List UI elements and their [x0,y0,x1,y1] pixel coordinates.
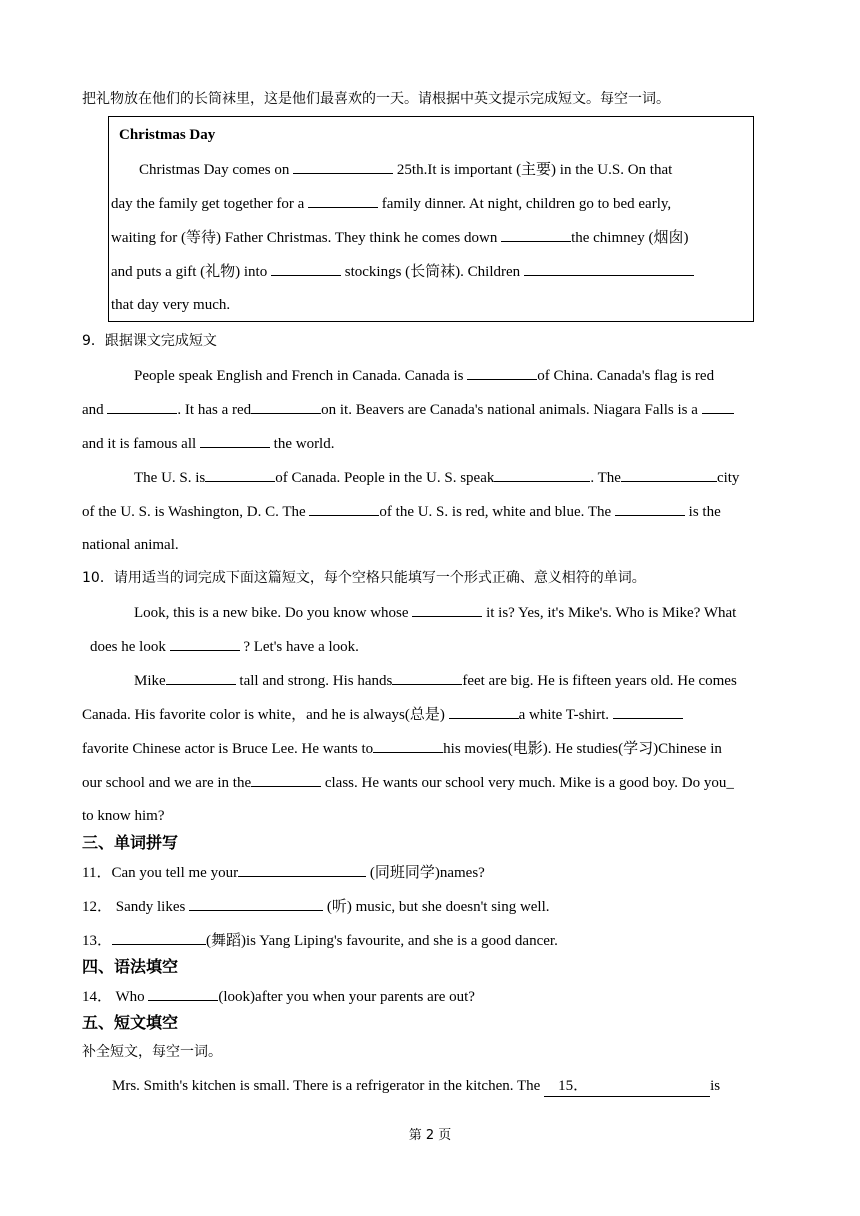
q13: 13． (舞蹈)is Yang Liping's favourite, and she is a good dancer. [82,930,558,951]
answer-blank[interactable] [412,602,482,617]
section-5-heading: 五、短文填空 [82,1013,179,1032]
q9-line-3: and it is famous all the world. [82,433,334,454]
answer-blank[interactable] [467,365,537,380]
q9-line-5: of the U. S. is Washington, D. C. The of the U. S. is red, white and blue. The is the [82,501,721,522]
passage-line-1: Christmas Day comes on 25th.It is important (主要) in the U.S. On that [139,159,672,180]
answer-blank[interactable] [373,738,443,753]
passage-line-4: and puts a gift (礼物) into stockings (长筒袜). Children [111,261,694,282]
answer-blank[interactable] [615,501,685,516]
answer-blank-15[interactable]: 15． [544,1076,710,1097]
q10-line-4: Canada. His favorite color is white，and he is always(总是) a white T-shirt. [82,704,683,725]
answer-blank[interactable] [494,467,590,482]
answer-blank[interactable] [308,193,378,208]
q10-line-5: favorite Chinese actor is Bruce Lee. He wants to his movies(电影). He studies(学习)Chinese in [82,738,722,759]
answer-blank[interactable] [613,704,683,719]
answer-blank[interactable] [148,986,218,1001]
q10-label: 10．请用适当的词完成下面这篇短文，每个空格只能填写一个形式正确、意义相符的单词。 [82,570,646,586]
answer-blank[interactable] [309,501,379,516]
passage-line-2: day the family get together for a family dinner. At night, children go to bed early, [111,193,671,214]
passage-title: Christmas Day [119,127,216,143]
answer-blank[interactable] [166,670,236,685]
q10-line-7: to know him? [82,808,165,824]
passage-line-5: that day very much. [111,297,231,313]
answer-blank[interactable] [200,433,270,448]
s5-line-1: Mrs. Smith's kitchen is small. There is a refrigerator in the kitchen. The 15． is [112,1076,720,1097]
answer-blank[interactable] [392,670,462,685]
answer-blank[interactable] [107,399,177,414]
q11: 11．Can you tell me your (同班同学)names? [82,862,485,883]
answer-blank[interactable] [251,399,321,414]
q14: 14． Who (look)after you when your parents are out? [82,986,475,1007]
q9-line-1: People speak English and French in Canada. Canada is of China. Canada's flag is red [134,365,714,386]
answer-blank[interactable] [189,896,323,911]
christmas-passage-box [108,116,754,322]
answer-blank[interactable] [205,467,275,482]
answer-blank[interactable] [271,261,341,276]
section-3-heading: 三、单词拼写 [82,833,179,852]
section-4-heading: 四、语法填空 [82,957,179,976]
q9-line-4: The U. S. is of Canada. People in the U. S. speak . The city [134,467,739,488]
answer-blank[interactable] [293,159,393,174]
answer-blank[interactable] [501,227,571,242]
q12: 12． Sandy likes (听) music, but she doesn't sing well. [82,896,550,917]
answer-blank[interactable] [524,261,694,276]
q10-line-6: our school and we are in the class. He wants our school very much. Mike is a good boy. Do you_ [82,772,734,793]
intro-text: 把礼物放在他们的长筒袜里，这是他们最喜欢的一天。请根据中英文提示完成短文。每空一词。 [82,91,670,107]
q10-line-1: Look, this is a new bike. Do you know whose it is? Yes, it's Mike's. Who is Mike? What [134,602,736,623]
passage-line-3: waiting for (等待) Father Christmas. They think he comes down the chimney (烟囱) [111,227,689,248]
q10-line-3: Mike tall and strong. His hands feet are big. He is fifteen years old. He comes [134,670,737,691]
answer-blank[interactable] [621,467,717,482]
answer-blank[interactable] [238,862,366,877]
section-5-instructions: 补全短文，每空一词。 [82,1044,222,1060]
answer-blank[interactable] [702,399,734,414]
answer-blank[interactable] [251,772,321,787]
answer-blank[interactable] [449,704,519,719]
page-number: 第 2 页 [408,1128,452,1143]
q10-line-2: does he look ? Let's have a look. [90,636,359,657]
q9-line-6: national animal. [82,537,179,553]
answer-blank[interactable] [170,636,240,651]
q9-line-2: and . It has a red on it. Beavers are Canada's national animals. Niagara Falls is a [82,399,734,420]
answer-blank[interactable] [112,930,206,945]
q9-label: 9．跟据课文完成短文 [82,333,217,349]
